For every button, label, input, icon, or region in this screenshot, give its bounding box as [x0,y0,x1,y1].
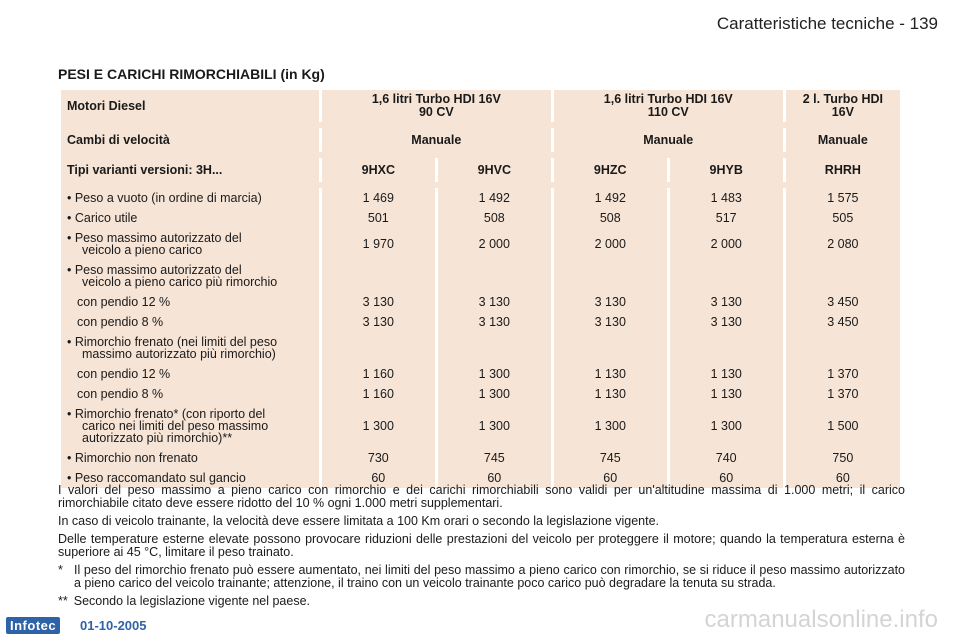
table-row [61,384,900,404]
row-value: 2 000 [438,228,551,260]
row-value: 3 130 [438,292,551,312]
variants-label: Tipi varianti versioni: 3H... [61,158,319,182]
row-value: 1 300 [438,364,551,384]
row-value: 745 [554,448,667,468]
row-label: • Peso massimo autorizzato del veicolo a pieno carico più rimorchio [61,260,319,292]
footnote-1-text: Il peso del rimorchio frenato può essere aumentato, nei limiti del peso massimo a pieno carico con rimorchio, se si riduce il peso massimo autorizzato a pieno carico del veicolo trainante; attenzione, il traino con un veicolo trainante poco carico può degradare la tenuta su strada. [74,563,905,590]
row-value: 1 483 [670,188,783,208]
footnote-1 [58,564,905,590]
row-value [670,260,783,292]
row-label: con pendio 12 % [61,364,319,384]
footnote-2-text: Secondo la legislazione vigente nel paese. [73,594,311,608]
variant-1: 9HXC [322,158,435,182]
row-value: 1 130 [554,384,667,404]
row-value [554,260,667,292]
row-value: 60 [322,468,435,488]
row-value [786,332,900,364]
infotec-logo: Infotec [6,617,60,634]
watermark: carmanualsonline.info [704,606,938,633]
table-row [61,188,900,208]
row-value: 1 300 [438,384,551,404]
row-value: 3 450 [786,312,900,332]
row-value: 1 575 [786,188,900,208]
row-value: 740 [670,448,783,468]
row-value: 3 130 [438,312,551,332]
footnote-2-mark: ** [58,594,68,608]
row-value: 508 [438,208,551,228]
row-value [670,332,783,364]
footer-date: 01-10-2005 [80,618,147,633]
row-value: 2 000 [670,228,783,260]
row-value [786,260,900,292]
row-label: • Carico utile [61,208,319,228]
row-value: 1 300 [438,404,551,448]
variant-3: 9HZC [554,158,667,182]
variant-4: 9HYB [670,158,783,182]
table-row [61,260,900,292]
table-row [61,448,900,468]
row-label: • Rimorchio frenato* (con riporto del carico nei limiti del peso massimo autorizzato più rimorchio)** [61,404,319,448]
row-value: 60 [438,468,551,488]
table-row [61,364,900,384]
row-value: 730 [322,448,435,468]
row-value: 745 [438,448,551,468]
row-value [438,332,551,364]
row-value: 1 492 [554,188,667,208]
row-value: 501 [322,208,435,228]
row-value [554,332,667,364]
row-value: 2 080 [786,228,900,260]
row-value: 1 469 [322,188,435,208]
gearbox-3: Manuale [786,128,900,152]
engine-3: 2 l. Turbo HDI 16V [786,90,900,122]
note-altitude: I valori del peso massimo a pieno carico con rimorchio e dei carichi rimorchiabili sono validi per un'altitudine massima di 1.000 metri; il carico rimorchiabile citato deve essere ridotto del 10 % ogni 1.000 metri supplementari. [58,483,905,510]
row-value: 60 [554,468,667,488]
notes [58,484,905,613]
row-value [438,260,551,292]
row-value: 3 130 [322,312,435,332]
row-value: 3 130 [554,312,667,332]
table-row [61,208,900,228]
row-label: • Rimorchio frenato (nei limiti del peso massimo autorizzato più rimorchio) [61,332,319,364]
row-value: 3 130 [554,292,667,312]
row-label: con pendio 12 % [61,292,319,312]
row-value: 3 130 [670,312,783,332]
row-value: 2 000 [554,228,667,260]
page-header: Caratteristiche tecniche - 139 [716,14,938,33]
table-row [61,332,900,364]
row-value: 1 500 [786,404,900,448]
data-rows [61,188,900,488]
variant-5: RHRH [786,158,900,182]
row-value: 517 [670,208,783,228]
footnote-1-mark: * [58,563,63,577]
specs-table [58,90,903,488]
table-row [61,228,900,260]
row-label: • Peso raccomandato sul gancio [61,468,319,488]
row-label: con pendio 8 % [61,312,319,332]
row-value [322,260,435,292]
row-value: 1 160 [322,384,435,404]
table-row [61,312,900,332]
note-temperature: Delle temperature esterne elevate possono provocare riduzioni delle prestazioni del veicolo per proteggere il motore; quando la temperatura esterna è superiore ai 45 °C, limitare il peso trainato. [58,532,905,559]
row-label: • Rimorchio non frenato [61,448,319,468]
table-row [61,292,900,312]
row-value: 1 300 [670,404,783,448]
engine-2: 1,6 litri Turbo HDI 16V 110 CV [554,90,783,122]
gearbox-row [61,128,900,152]
row-value: 1 160 [322,364,435,384]
row-value: 3 450 [786,292,900,312]
row-value: 1 130 [670,364,783,384]
engine-row [61,90,900,122]
row-value: 1 300 [554,404,667,448]
row-label: • Peso massimo autorizzato del veicolo a pieno carico [61,228,319,260]
gearbox-label: Cambi di velocità [61,128,319,152]
row-value: 508 [554,208,667,228]
row-value [322,332,435,364]
gearbox-1: Manuale [322,128,551,152]
gearbox-2: Manuale [554,128,783,152]
row-value: 60 [670,468,783,488]
row-value: 1 970 [322,228,435,260]
row-value: 750 [786,448,900,468]
row-value: 1 130 [554,364,667,384]
engine-label: Motori Diesel [61,90,319,122]
row-label: con pendio 8 % [61,384,319,404]
row-label: • Peso a vuoto (in ordine di marcia) [61,188,319,208]
row-value: 60 [786,468,900,488]
row-value: 1 300 [322,404,435,448]
table-row [61,404,900,448]
note-speed: In caso di veicolo trainante, la velocità deve essere limitata a 100 Km orari o secondo la legislazione vigente. [58,514,660,528]
row-value: 3 130 [670,292,783,312]
engine-1: 1,6 litri Turbo HDI 16V 90 CV [322,90,551,122]
row-value: 1 492 [438,188,551,208]
section-title: PESI E CARICHI RIMORCHIABILI (in Kg) [58,66,325,82]
row-value: 505 [786,208,900,228]
row-value: 1 370 [786,384,900,404]
variants-row [61,158,900,182]
row-value: 1 130 [670,384,783,404]
row-value: 1 370 [786,364,900,384]
row-value: 3 130 [322,292,435,312]
variant-2: 9HVC [438,158,551,182]
